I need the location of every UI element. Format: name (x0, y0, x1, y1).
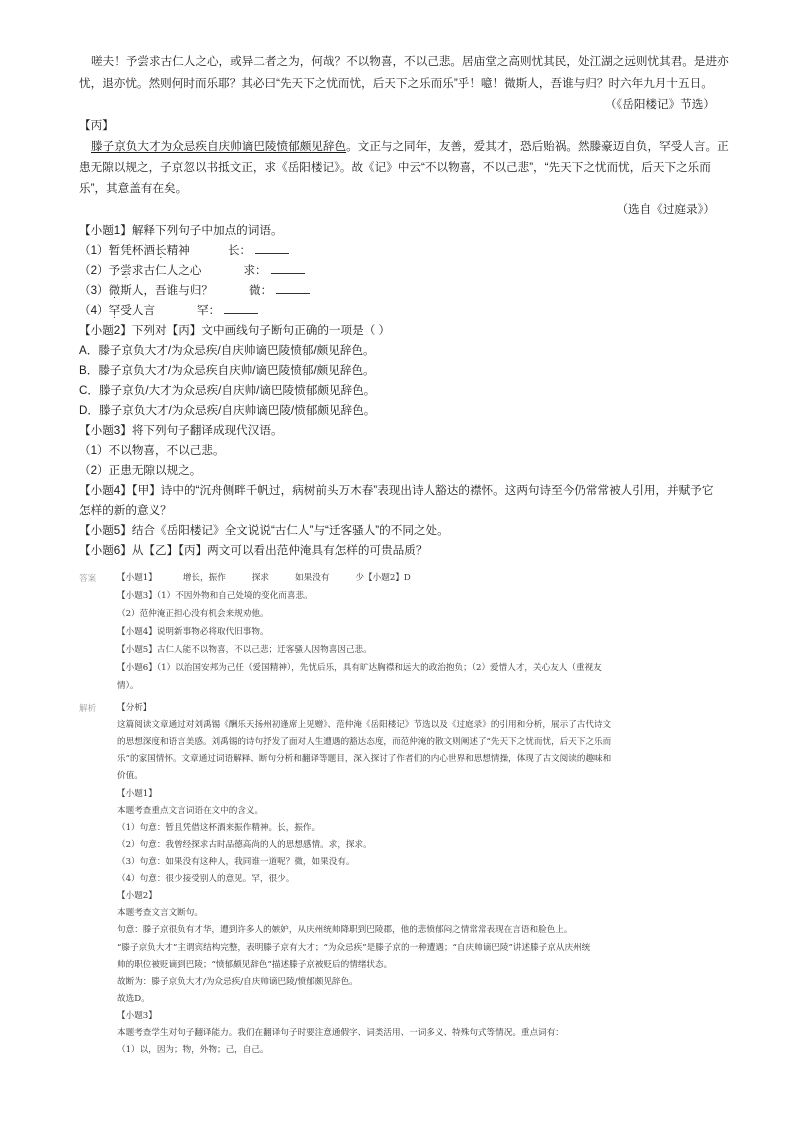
dotted-word: 罕 (108, 304, 121, 317)
q4-line-2: 怎样的新的意义？ (79, 504, 172, 517)
answer-value: 如果没有 (295, 573, 330, 583)
q3-item-1: （1）不以物喜，不以己悲。 (79, 444, 225, 457)
q1-item-label: 微： (249, 284, 273, 297)
answer-row-1 (117, 570, 727, 588)
bing-line-2: 患无隙以规之，子京忽以书抵文正，求《岳阳楼记》。故《记》中云“不以物喜，不以己悲”，“先天下之忧而忧，后天下之乐而 (79, 161, 711, 174)
q2-option-b: B．滕子京负大才/为众忌疾自庆帅/谪巴陵愤郁/颇见辞色。 (79, 364, 375, 377)
analysis-line: 价值。 (117, 771, 143, 781)
dotted-word: 尝 (120, 264, 132, 277)
dotted-word: 微 (108, 284, 121, 297)
q4-line-1: 【小题4】【甲】诗中的“沉舟侧畔千帆过，病树前头万木春”表现出诗人豁达的襟怀。这两句诗至今仍常常被人引用，并赋予它 (79, 484, 714, 497)
q1-item-num: （4） (79, 304, 109, 317)
answer-line: 【小题6】（1）以治国安邦为己任（爱国精神），先忧后乐，具有旷达胸襟和远大的政治抱负；（2）爱惜人才，关心友人（重视友 (117, 663, 602, 673)
q1-item-post: 斯人，吾谁与归？ (120, 284, 214, 297)
q1-item-1 (79, 241, 719, 261)
q2-option-c: C．滕子京负/大才为众忌疾/自庆帅/谪巴陵愤郁颇见辞色。 (79, 384, 376, 397)
answer-line: 【小题3】（1）不因外物和自己处境的变化而喜悲。 (117, 591, 313, 601)
answer-line: 【小题4】说明新事物必将取代旧事物。 (117, 627, 269, 637)
answer-blank[interactable] (276, 281, 310, 294)
bing-label: 【丙】 (79, 119, 114, 132)
q1-item-label: 长： (227, 244, 252, 257)
passage-line-1: 嗟夫！予尝求古仁人之心，或异二者之为，何哉？不以物喜，不以己悲。居庙堂之高则忧其民，处江湖之远则忧其君。是进亦 (91, 55, 729, 68)
analysis-line: （1）以，因为；物，外物；己，自己。 (117, 1045, 269, 1055)
analysis-line: 【小题1】 (117, 789, 157, 799)
analysis-line: 故断为：滕子京负大才/为众忌疾/自庆帅谪巴陵/愤郁颇见辞色。 (117, 977, 358, 987)
analysis-line: 故选D。 (117, 994, 150, 1004)
q2-title: 【小题2】下列对【丙】文中画线句子断句正确的一项是（ ） (79, 324, 391, 337)
analysis-line: 乐”的家国情怀。文章通过词语解释、断句分析和翻译等题目，深入探讨了作者们的内心世界和思想情操，体现了古文阅读的趣味和 (117, 754, 612, 764)
answer-line: 情）。 (117, 681, 139, 691)
analysis-line: 【小题2】 (117, 891, 157, 901)
analysis-line: （2）句意：我曾经探求古时品德高尚的人的思想感情。求，探求。 (117, 840, 372, 850)
bing-line-1 (91, 137, 731, 157)
q1-title: 【小题1】解释下列句子中加点的词语。 (79, 224, 283, 237)
answer-blank[interactable] (271, 261, 305, 274)
q1-item-4 (79, 301, 719, 321)
q3-title: 【小题3】将下列句子翻译成现代汉语。 (79, 424, 283, 437)
q6: 【小题6】从【乙】【丙】两文可以看出范仲淹具有怎样的可贵品质？ (79, 544, 428, 557)
analysis-line: 本题考查文言文断句。 (117, 908, 203, 918)
analysis-line: （3）句意：如果没有这种人，我同谁一道呢？微，如果没有。 (117, 857, 355, 867)
q1-item-pre: 予 (108, 264, 121, 277)
answer-side-label: 答案 (79, 574, 97, 584)
answer-tag: 【小题2】D (364, 573, 411, 583)
q1-item-num: （3） (79, 284, 109, 297)
underlined-sentence: 滕子京负大才为众忌疾自庆帅谪巴陵愤郁颇见辞色 (91, 140, 347, 153)
analysis-line: 帅的职位被贬谪到巴陵；“愤郁颇见辞色”描述滕子京被贬后的情绪状态。 (117, 960, 393, 970)
q1-item-3 (79, 281, 719, 301)
analysis-line: 这篇阅读文章通过对刘禹锡《酬乐天扬州初逢席上见赠》、范仲淹《岳阳楼记》节选以及《过庭录》的引用和分析，展示了古代诗文 (117, 720, 612, 730)
analysis-line: （1）句意：暂且凭借这杯酒来振作精神。长，振作。 (117, 823, 321, 833)
analysis-line: 【分析】 (117, 703, 152, 713)
analysis-line: 本题考查学生对句子翻译能力。我们在翻译句子时要注意通假字、词类活用、一词多义、特殊句式等情况。重点词有： (117, 1028, 564, 1038)
q1-item-label: 求： (243, 264, 267, 277)
analysis-side-label: 解析 (79, 704, 97, 714)
answer-blank[interactable] (255, 241, 289, 254)
answer-line: 【小题5】古仁人能不以物喜，不以己悲；迁客骚人因物喜因己悲。 (117, 645, 372, 655)
analysis-line: 的思想深度和语言美感。刘禹锡的诗句抒发了面对人生遭遇的豁达态度，而范仲淹的散文则阐述了“先天下之忧而忧，后天下之乐而 (117, 737, 612, 747)
answer-value: 探求 (251, 573, 270, 583)
q1-item-num: （1） (79, 244, 109, 257)
passage-line-2: 忧，退亦忧。然则何时而乐耶？其必曰“先天下之忧而忧，后天下之乐而乐”乎！噫！微斯人，吾谁与归？时六年九月十五日。 (79, 77, 713, 90)
q1-item-pre: 暂凭杯酒 (108, 244, 156, 257)
bing-source: （选自《过庭录》） (616, 203, 715, 216)
q3-item-2: （2）正患无隙以规之。 (79, 464, 202, 477)
analysis-line: 本题考查重点文言词语在文中的含义。 (117, 806, 264, 816)
bing-line-3: 乐”，其意盖有在矣。 (79, 182, 188, 195)
q1-item-num: （2） (79, 264, 109, 277)
passage-source: （《岳阳楼记》节选） (604, 98, 715, 111)
q1-item-post: 求古仁人之心 (131, 264, 202, 277)
q2-option-a: A．滕子京负大才/为众忌疾/自庆帅谪巴陵愤郁/颇见辞色。 (79, 344, 375, 357)
q1-item-post: 受人言 (120, 304, 156, 317)
q2-option-d: D．滕子京负大才/为众忌疾/自庆帅谪巴陵/愤郁颇见辞色。 (79, 404, 376, 417)
analysis-line: 【小题3】 (117, 1011, 157, 1021)
analysis-line: “滕子京负大才”主谓宾结构完整，表明滕子京有大才；“为众忌疾”是滕子京的一种遭遇；“自庆帅谪巴陵”讲述滕子京从庆州统 (117, 943, 591, 953)
answer-tag: 【小题1】 (117, 573, 157, 583)
analysis-line: （4）句意：很少接受别人的意见。罕，很少。 (117, 874, 295, 884)
analysis-line: 句意：滕子京很负有才华，遭到许多人的嫉妒，从庆州统帅降职到巴陵郡，他的悲愤郁闷之情常常表现在言语和脸色上。 (117, 925, 573, 935)
q5: 【小题5】结合《岳阳楼记》全文说说“古仁人”与“迁客骚人”的不同之处。 (79, 524, 449, 537)
answer-blank[interactable] (224, 301, 258, 314)
answer-line: （2）范仲淹正担心没有机会来规劝他。 (117, 609, 269, 619)
q1-item-post: 精神 (166, 244, 190, 257)
bing-line-1-rest: 。文正与之同年，友善，爱其才，恐后贻祸。然滕豪迈自负，罕受人言。正 (346, 140, 729, 153)
answer-value: 增长，振作 (182, 573, 226, 583)
dotted-word: 长 (155, 244, 167, 257)
q1-item-label: 罕： (197, 304, 221, 317)
answer-value: 少 (355, 573, 365, 583)
q1-item-2 (79, 261, 719, 281)
